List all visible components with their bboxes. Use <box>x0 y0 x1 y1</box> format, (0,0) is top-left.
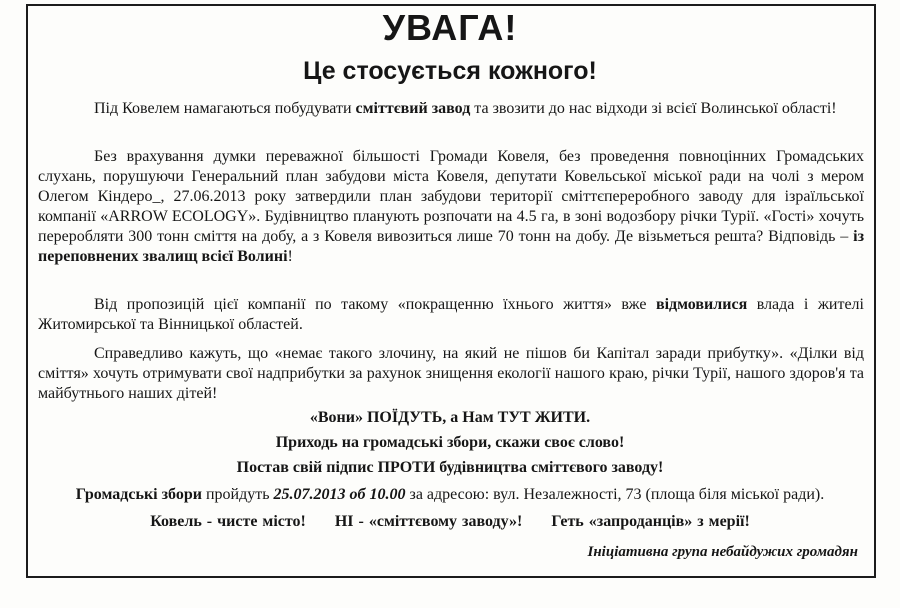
paragraph-3 <box>38 295 864 335</box>
paragraph-1-text-a: Під Ковелем намагаються побудувати <box>94 100 356 117</box>
meeting-address: за адресою: вул. Незалежності, 73 (площа біля міської ради). <box>405 486 825 503</box>
meeting-datetime: 25.07.2013 об 10.00 <box>273 486 406 503</box>
slogan-1: Ковель - чисте місто! <box>150 513 306 530</box>
leaflet-title: УВАГА! <box>382 7 518 48</box>
meeting-info <box>0 485 900 505</box>
paragraph-3-text-c: влада і жителі Житомирської та Вінницької областей. <box>38 296 864 333</box>
slogans <box>0 512 900 532</box>
meeting-text-1: пройдуть <box>201 486 274 503</box>
meeting-label: Громадські збори <box>75 486 202 503</box>
paragraph-1 <box>38 99 864 119</box>
slogan-3: Геть «запроданців» з мерії! <box>551 513 750 530</box>
paragraph-1-text-c: та звозити до нас відходи зі всієї Волинської області! <box>470 100 837 117</box>
paragraph-2-bold: із переповнених звалищ всієї Волині <box>38 228 864 265</box>
leaflet-subtitle: Це стосується кожного! <box>303 57 597 85</box>
paragraph-3-text-a: Від пропозицій цієї компанії по такому «покращенню їхнього життя» вже <box>94 296 656 313</box>
signature: Ініціативна група небайдужих громадян <box>587 544 858 560</box>
paragraph-4-text: Справедливо кажуть, що «немає такого злочину, на який не пішов би Капітал заради прибутку». «Ділки від сміття» хочуть отримувати свої надприбутки за рахунок знищення екології нашого краю, річки Турії, нашого здоров'я та майбутнього наших дітей! <box>38 345 864 402</box>
paragraph-4 <box>38 344 864 404</box>
call-line-1: «Вони» ПОЇДУТЬ, а Нам ТУТ ЖИТИ. <box>309 409 591 426</box>
paragraph-1-bold: сміттєвий завод <box>355 100 471 117</box>
call-line-3: Постав свій підпис ПРОТИ будівництва сміттєвого заводу! <box>236 459 664 476</box>
paragraph-2 <box>38 147 864 267</box>
paragraph-3-bold: відмовилися <box>655 296 748 313</box>
paragraph-2-text-a: Без врахування думки переважної більшості Громади Ковеля, без проведення повноцінних Громадських слухань, порушуючи Генеральний план забудови міста Ковеля, депутати Ковельської міської ради на чолі з мером Олегом Кіндеро_, 27.06.2013 року затвердили план забудови території сміттєпереробного заводу для ізраїльської компанії «ARROW ECOLOGY». Будівництво планують розпочати на 4.5 га, в зоні водозбору річки Турії. «Гості» хочуть переробляти 300 тонн сміття на добу, а з Ковеля вивозиться лише 70 тонн на добу. Де візьметься решта? Відповідь – <box>38 148 864 245</box>
call-line-2: Приходь на громадські збори, скажи своє слово! <box>275 434 625 451</box>
slogan-2: НІ - «сміттєвому заводу»! <box>334 513 523 530</box>
paragraph-2-text-c: ! <box>287 248 293 265</box>
